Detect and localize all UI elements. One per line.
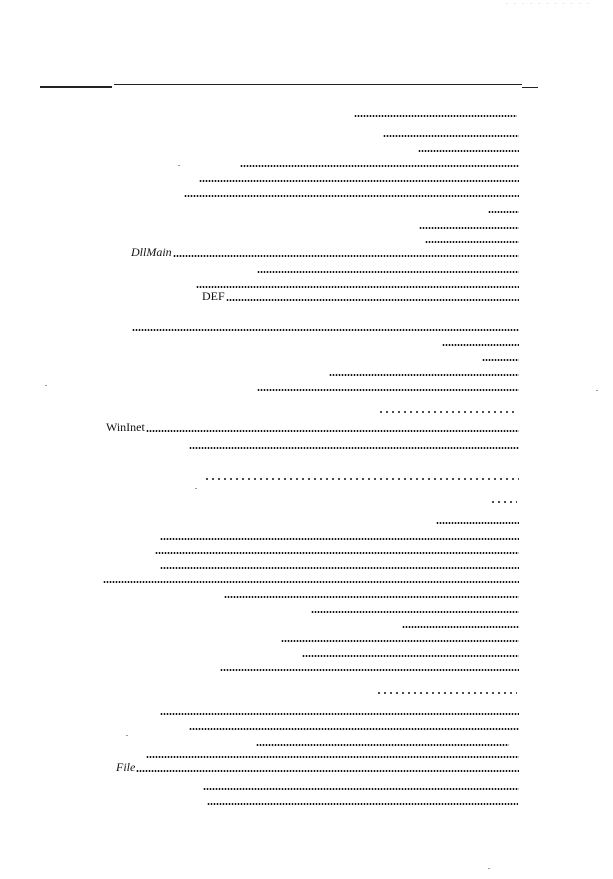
toc-entry-7 bbox=[488, 200, 519, 214]
dot-leader bbox=[436, 522, 519, 524]
toc-entry-6 bbox=[184, 184, 519, 198]
toc-entry-35 bbox=[376, 681, 517, 695]
toc-entry-4 bbox=[240, 154, 519, 168]
toc-entry-24 bbox=[436, 511, 519, 525]
toc-entry-dllmain bbox=[131, 244, 519, 258]
dot-leader bbox=[173, 255, 519, 257]
dot-leader bbox=[199, 180, 519, 182]
scan-speck bbox=[178, 165, 180, 166]
toc-entry-23 bbox=[490, 490, 517, 504]
dot-leader bbox=[189, 728, 519, 730]
dot-leader bbox=[160, 538, 519, 540]
toc-entry-12 bbox=[196, 275, 519, 289]
dot-leader bbox=[160, 713, 519, 715]
dot-leader bbox=[203, 788, 519, 790]
dot-leader bbox=[132, 329, 519, 331]
scan-speck bbox=[126, 735, 128, 736]
dot-leader bbox=[488, 211, 519, 213]
toc-label-wininet: WinInet bbox=[106, 420, 145, 434]
dot-leader bbox=[226, 299, 519, 301]
dot-leader bbox=[184, 195, 519, 197]
toc-entry-19 bbox=[378, 400, 517, 414]
dot-leader bbox=[257, 389, 519, 391]
dot-leader bbox=[419, 227, 519, 229]
dot-leader bbox=[204, 478, 519, 480]
toc-label-def: DEF bbox=[202, 289, 225, 303]
toc-entry-1 bbox=[354, 104, 517, 118]
dot-leader bbox=[482, 359, 519, 361]
dot-leader bbox=[418, 150, 519, 152]
dot-leader bbox=[281, 640, 519, 642]
toc-entry-25 bbox=[160, 527, 519, 541]
toc-entry-37 bbox=[189, 717, 519, 731]
toc-entry-18 bbox=[257, 378, 519, 392]
toc-entry-22 bbox=[204, 467, 519, 481]
dot-leader bbox=[329, 374, 519, 376]
toc-entry-36 bbox=[160, 702, 519, 716]
dot-leader bbox=[136, 770, 519, 772]
toc-entry-9 bbox=[425, 230, 519, 244]
toc-label-dllmain: DllMain bbox=[131, 245, 172, 259]
toc-entry-26 bbox=[155, 541, 519, 555]
toc-entry-39 bbox=[146, 745, 519, 759]
dot-leader bbox=[490, 501, 517, 503]
toc-entry-17 bbox=[329, 363, 519, 377]
dot-leader bbox=[103, 581, 519, 583]
dot-leader bbox=[220, 669, 519, 671]
dot-leader bbox=[146, 430, 519, 432]
toc-label-file: File bbox=[116, 760, 136, 774]
toc-entry-21 bbox=[189, 436, 519, 450]
dot-leader bbox=[224, 596, 519, 598]
dot-leader bbox=[207, 803, 518, 805]
toc-entry-29 bbox=[224, 585, 519, 599]
scan-speck bbox=[596, 390, 598, 391]
toc-entry-27 bbox=[160, 556, 519, 570]
dot-leader bbox=[378, 411, 517, 413]
toc-entry-5 bbox=[199, 169, 519, 183]
toc-entry-wininet bbox=[106, 419, 519, 433]
toc-entry-31 bbox=[402, 615, 519, 629]
toc-entry-def bbox=[202, 288, 519, 302]
toc-entry-14 bbox=[132, 318, 519, 332]
toc-entry-2 bbox=[383, 124, 519, 138]
scan-speck bbox=[195, 488, 197, 489]
toc-entry-file bbox=[116, 759, 519, 773]
dot-leader bbox=[189, 447, 519, 449]
toc-entry-33 bbox=[302, 644, 519, 658]
dot-leader bbox=[155, 552, 519, 554]
dot-leader bbox=[383, 135, 519, 137]
dot-leader bbox=[311, 611, 519, 613]
dot-leader bbox=[425, 241, 519, 243]
dot-leader bbox=[302, 655, 519, 657]
toc-entry-42 bbox=[207, 792, 518, 806]
dot-leader bbox=[240, 165, 519, 167]
dot-leader bbox=[402, 626, 519, 628]
scan-speck bbox=[488, 868, 490, 869]
dot-leader bbox=[376, 692, 517, 694]
scan-speck bbox=[45, 385, 47, 386]
toc-entry-15 bbox=[442, 333, 519, 347]
dot-leader bbox=[146, 756, 519, 758]
toc-entry-8 bbox=[419, 216, 519, 230]
toc-entry-16 bbox=[482, 348, 519, 362]
toc-entry-32 bbox=[281, 629, 519, 643]
dot-leader bbox=[257, 271, 519, 273]
toc-entry-3 bbox=[418, 139, 519, 153]
toc-entry-41 bbox=[203, 777, 519, 791]
corner-marks: · · · · · · · · · · · bbox=[505, 0, 591, 8]
toc-entry-34 bbox=[220, 658, 519, 672]
dot-leader bbox=[354, 115, 517, 117]
dot-leader bbox=[160, 567, 519, 569]
dot-leader bbox=[442, 344, 519, 346]
toc-entry-11 bbox=[257, 260, 519, 274]
toc-entry-28 bbox=[103, 570, 519, 584]
toc-entry-30 bbox=[311, 600, 519, 614]
